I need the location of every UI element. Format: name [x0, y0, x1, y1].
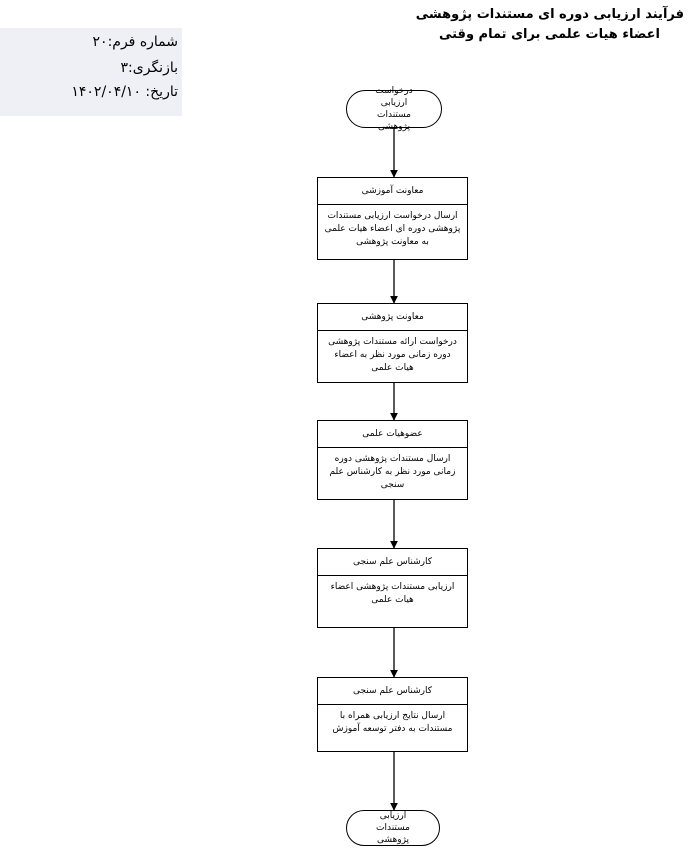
form-number: شماره فرم:۲۰ — [92, 34, 178, 50]
step-actor: عضوهیات علمی — [318, 421, 467, 448]
flow-step-5 — [317, 677, 468, 752]
start-terminal: درخواست ارزیابی مستندات پژوهشی — [346, 90, 442, 128]
form-date: تاریخ: ۱۴۰۲/۰۴/۱۰ — [71, 84, 178, 100]
end-terminal: ارزیابی مستندات پژوهشی — [346, 810, 440, 846]
step-action: ارزیابی مستندات پژوهشی اعضاء هیات علمی — [330, 582, 455, 605]
step-actor: کارشناس علم سنجی — [318, 549, 467, 576]
flow-step-2 — [317, 303, 468, 383]
step-action: ارسال نتایج ارزیابی همراه با مستندات به دفتر توسعه آموزش — [332, 711, 453, 734]
step-actor: معاونت آموزشی — [318, 178, 467, 205]
revision-number: بازنگری:۳ — [120, 60, 178, 76]
diagram-title-line-1: فرآیند ارزیابی دوره ای مستندات پژوهشی — [415, 7, 684, 22]
flow-step-3 — [317, 420, 468, 500]
flow-step-4 — [317, 548, 468, 628]
step-action: ارسال درخواست ارزیابی مستندات پژوهشی دوره ای اعضاء هیات علمی به معاونت پژوهشی — [324, 211, 461, 247]
step-actor: معاونت پژوهشی — [318, 304, 467, 331]
step-action: ارسال مستندات پژوهشی دوره زمانی مورد نظر به کارشناس علم سنجی — [329, 454, 456, 490]
step-actor: کارشناس علم سنجی — [318, 678, 467, 705]
flow-step-1 — [317, 177, 468, 260]
diagram-title-line-2: اعضاء هیات علمی برای تمام وقتی — [438, 27, 660, 42]
step-action: درخواست ارائه مستندات پژوهشی دوره زمانی مورد نظر به اعضاء هیات علمی — [328, 337, 457, 373]
